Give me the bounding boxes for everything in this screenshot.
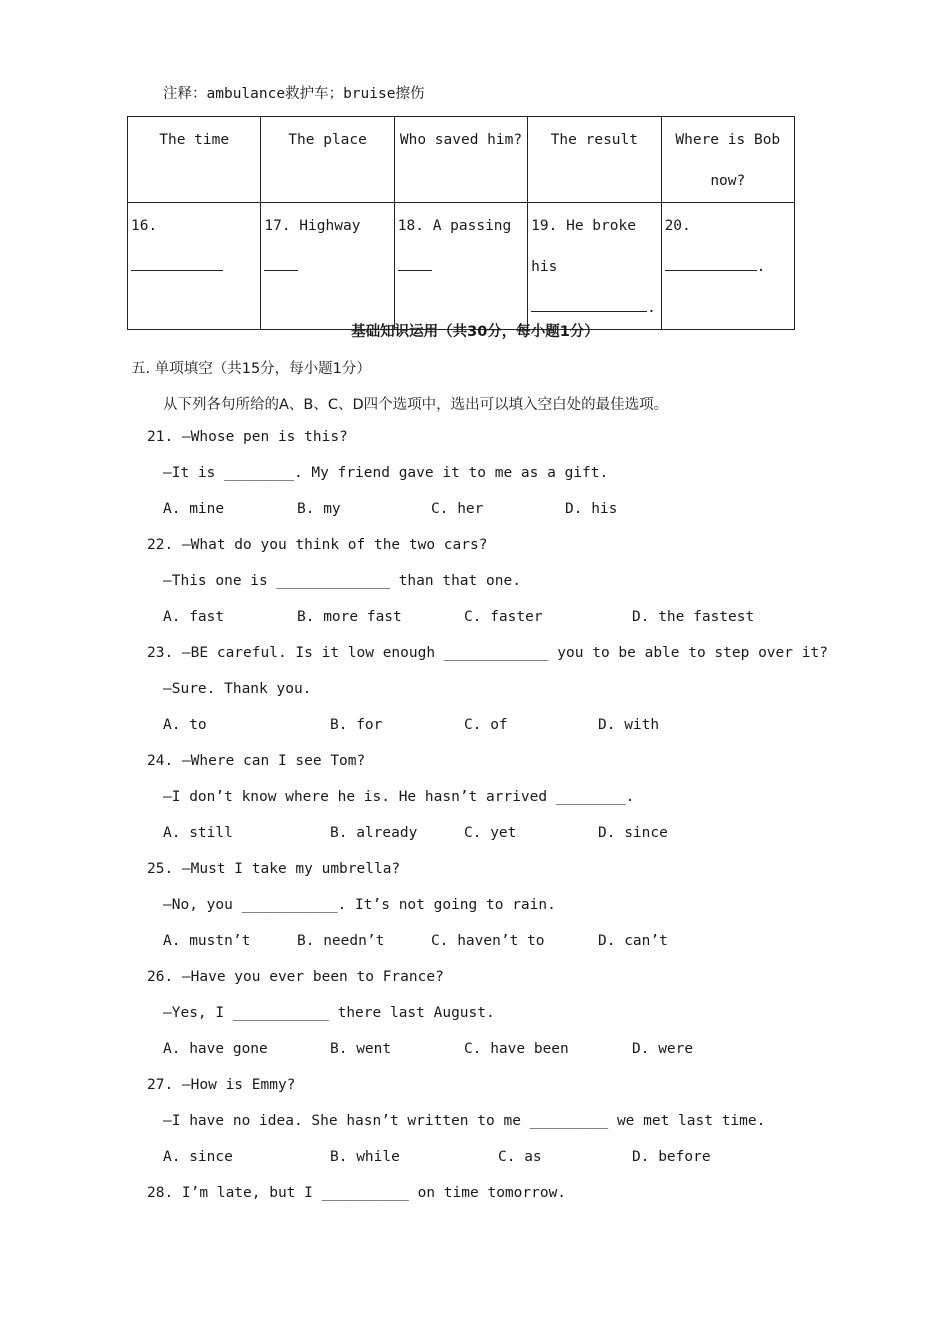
cell-20: 20. . bbox=[661, 203, 794, 330]
q21-line2: —It is ________. My friend gave it to me as a gift. bbox=[163, 465, 609, 481]
cell-19: 19. He broke his . bbox=[528, 203, 661, 330]
vocabulary-note: 注释：ambulance救护车；bruise擦伤 bbox=[163, 86, 425, 102]
q21-option-a: A. mine bbox=[163, 501, 225, 517]
header-result: The result bbox=[528, 117, 661, 203]
part-title: 五. 单项填空（共15分，每小题1分） bbox=[131, 361, 371, 377]
q26-option-c: C. have been bbox=[464, 1041, 569, 1057]
q25-line2: —No, you ___________. It’s not going to rain. bbox=[163, 897, 556, 913]
q23-option-a: A. to bbox=[163, 717, 207, 733]
cell-19-label: 19. He broke bbox=[531, 218, 636, 234]
q26-option-b: B. went bbox=[330, 1041, 392, 1057]
q24-line1: 24. —Where can I see Tom? bbox=[147, 753, 366, 769]
q25-option-c: C. haven’t to bbox=[431, 933, 545, 949]
blank-18 bbox=[398, 254, 432, 271]
cell-18-label: 18. A passing bbox=[397, 218, 512, 234]
q25-option-a: A. mustn’t bbox=[163, 933, 251, 949]
cell-16-label: 16. bbox=[131, 218, 158, 234]
cell-16 bbox=[128, 203, 261, 330]
q26-option-d: D. were bbox=[632, 1041, 694, 1057]
blank-20 bbox=[665, 254, 757, 271]
q21-line1: 21. —Whose pen is this? bbox=[147, 429, 348, 445]
q25-line1: 25. —Must I take my umbrella? bbox=[147, 861, 401, 877]
cell-18 bbox=[394, 203, 527, 330]
header-time: The time bbox=[128, 117, 261, 203]
q24-line2: —I don’t know where he is. He hasn’t arrived ________. bbox=[163, 789, 635, 805]
table-header-row bbox=[128, 117, 795, 203]
q27-line1: 27. —How is Emmy? bbox=[147, 1077, 296, 1093]
q28-line1: 28. I’m late, but I __________ on time tomorrow. bbox=[147, 1185, 567, 1201]
header-where: Where is Bob now? bbox=[661, 117, 794, 203]
blank-19 bbox=[531, 295, 647, 312]
q23-line2: —Sure. Thank you. bbox=[163, 681, 312, 697]
header-who: Who saved him? bbox=[394, 117, 527, 203]
header-place: The place bbox=[261, 117, 394, 203]
q26-line2: —Yes, I ___________ there last August. bbox=[163, 1005, 495, 1021]
q21-option-d: D. his bbox=[565, 501, 618, 517]
info-table bbox=[127, 116, 795, 330]
instruction: 从下列各句所给的A、B、C、D四个选项中，选出可以填入空白处的最佳选项。 bbox=[163, 397, 669, 413]
q22-option-d: D. the fastest bbox=[632, 609, 755, 625]
blank-16 bbox=[131, 254, 223, 271]
table-body-row bbox=[128, 203, 795, 330]
q27-option-d: D. before bbox=[632, 1149, 711, 1165]
q24-option-a: A. still bbox=[163, 825, 233, 841]
q22-line2: —This one is _____________ than that one. bbox=[163, 573, 521, 589]
q23-line1: 23. —BE careful. Is it low enough ____________ you to be able to step over it? bbox=[147, 645, 828, 661]
q25-option-d: D. can’t bbox=[598, 933, 668, 949]
q24-option-d: D. since bbox=[598, 825, 668, 841]
cell-19-label-2: his bbox=[531, 259, 558, 275]
section-heading: 基础知识运用（共30分，每小题1分） bbox=[351, 324, 599, 340]
cell-20-label: 20. bbox=[664, 218, 691, 234]
q21-option-b: B. my bbox=[297, 501, 341, 517]
q22-option-b: B. more fast bbox=[297, 609, 402, 625]
q22-line1: 22. —What do you think of the two cars? bbox=[147, 537, 488, 553]
blank-17 bbox=[264, 254, 298, 271]
q23-option-d: D. with bbox=[598, 717, 660, 733]
cell-17 bbox=[261, 203, 394, 330]
q27-line2: —I have no idea. She hasn’t written to me _________ we met last time. bbox=[163, 1113, 766, 1129]
q22-option-a: A. fast bbox=[163, 609, 225, 625]
q26-option-a: A. have gone bbox=[163, 1041, 268, 1057]
q27-option-c: C. as bbox=[498, 1149, 542, 1165]
cell-17-label: 17. Highway bbox=[264, 218, 361, 234]
q27-option-b: B. while bbox=[330, 1149, 400, 1165]
q24-option-c: C. yet bbox=[464, 825, 517, 841]
q23-option-c: C. of bbox=[464, 717, 508, 733]
q21-option-c: C. her bbox=[431, 501, 484, 517]
q25-option-b: B. needn’t bbox=[297, 933, 385, 949]
q24-option-b: B. already bbox=[330, 825, 418, 841]
q22-option-c: C. faster bbox=[464, 609, 543, 625]
q26-line1: 26. —Have you ever been to France? bbox=[147, 969, 444, 985]
q23-option-b: B. for bbox=[330, 717, 383, 733]
q27-option-a: A. since bbox=[163, 1149, 233, 1165]
